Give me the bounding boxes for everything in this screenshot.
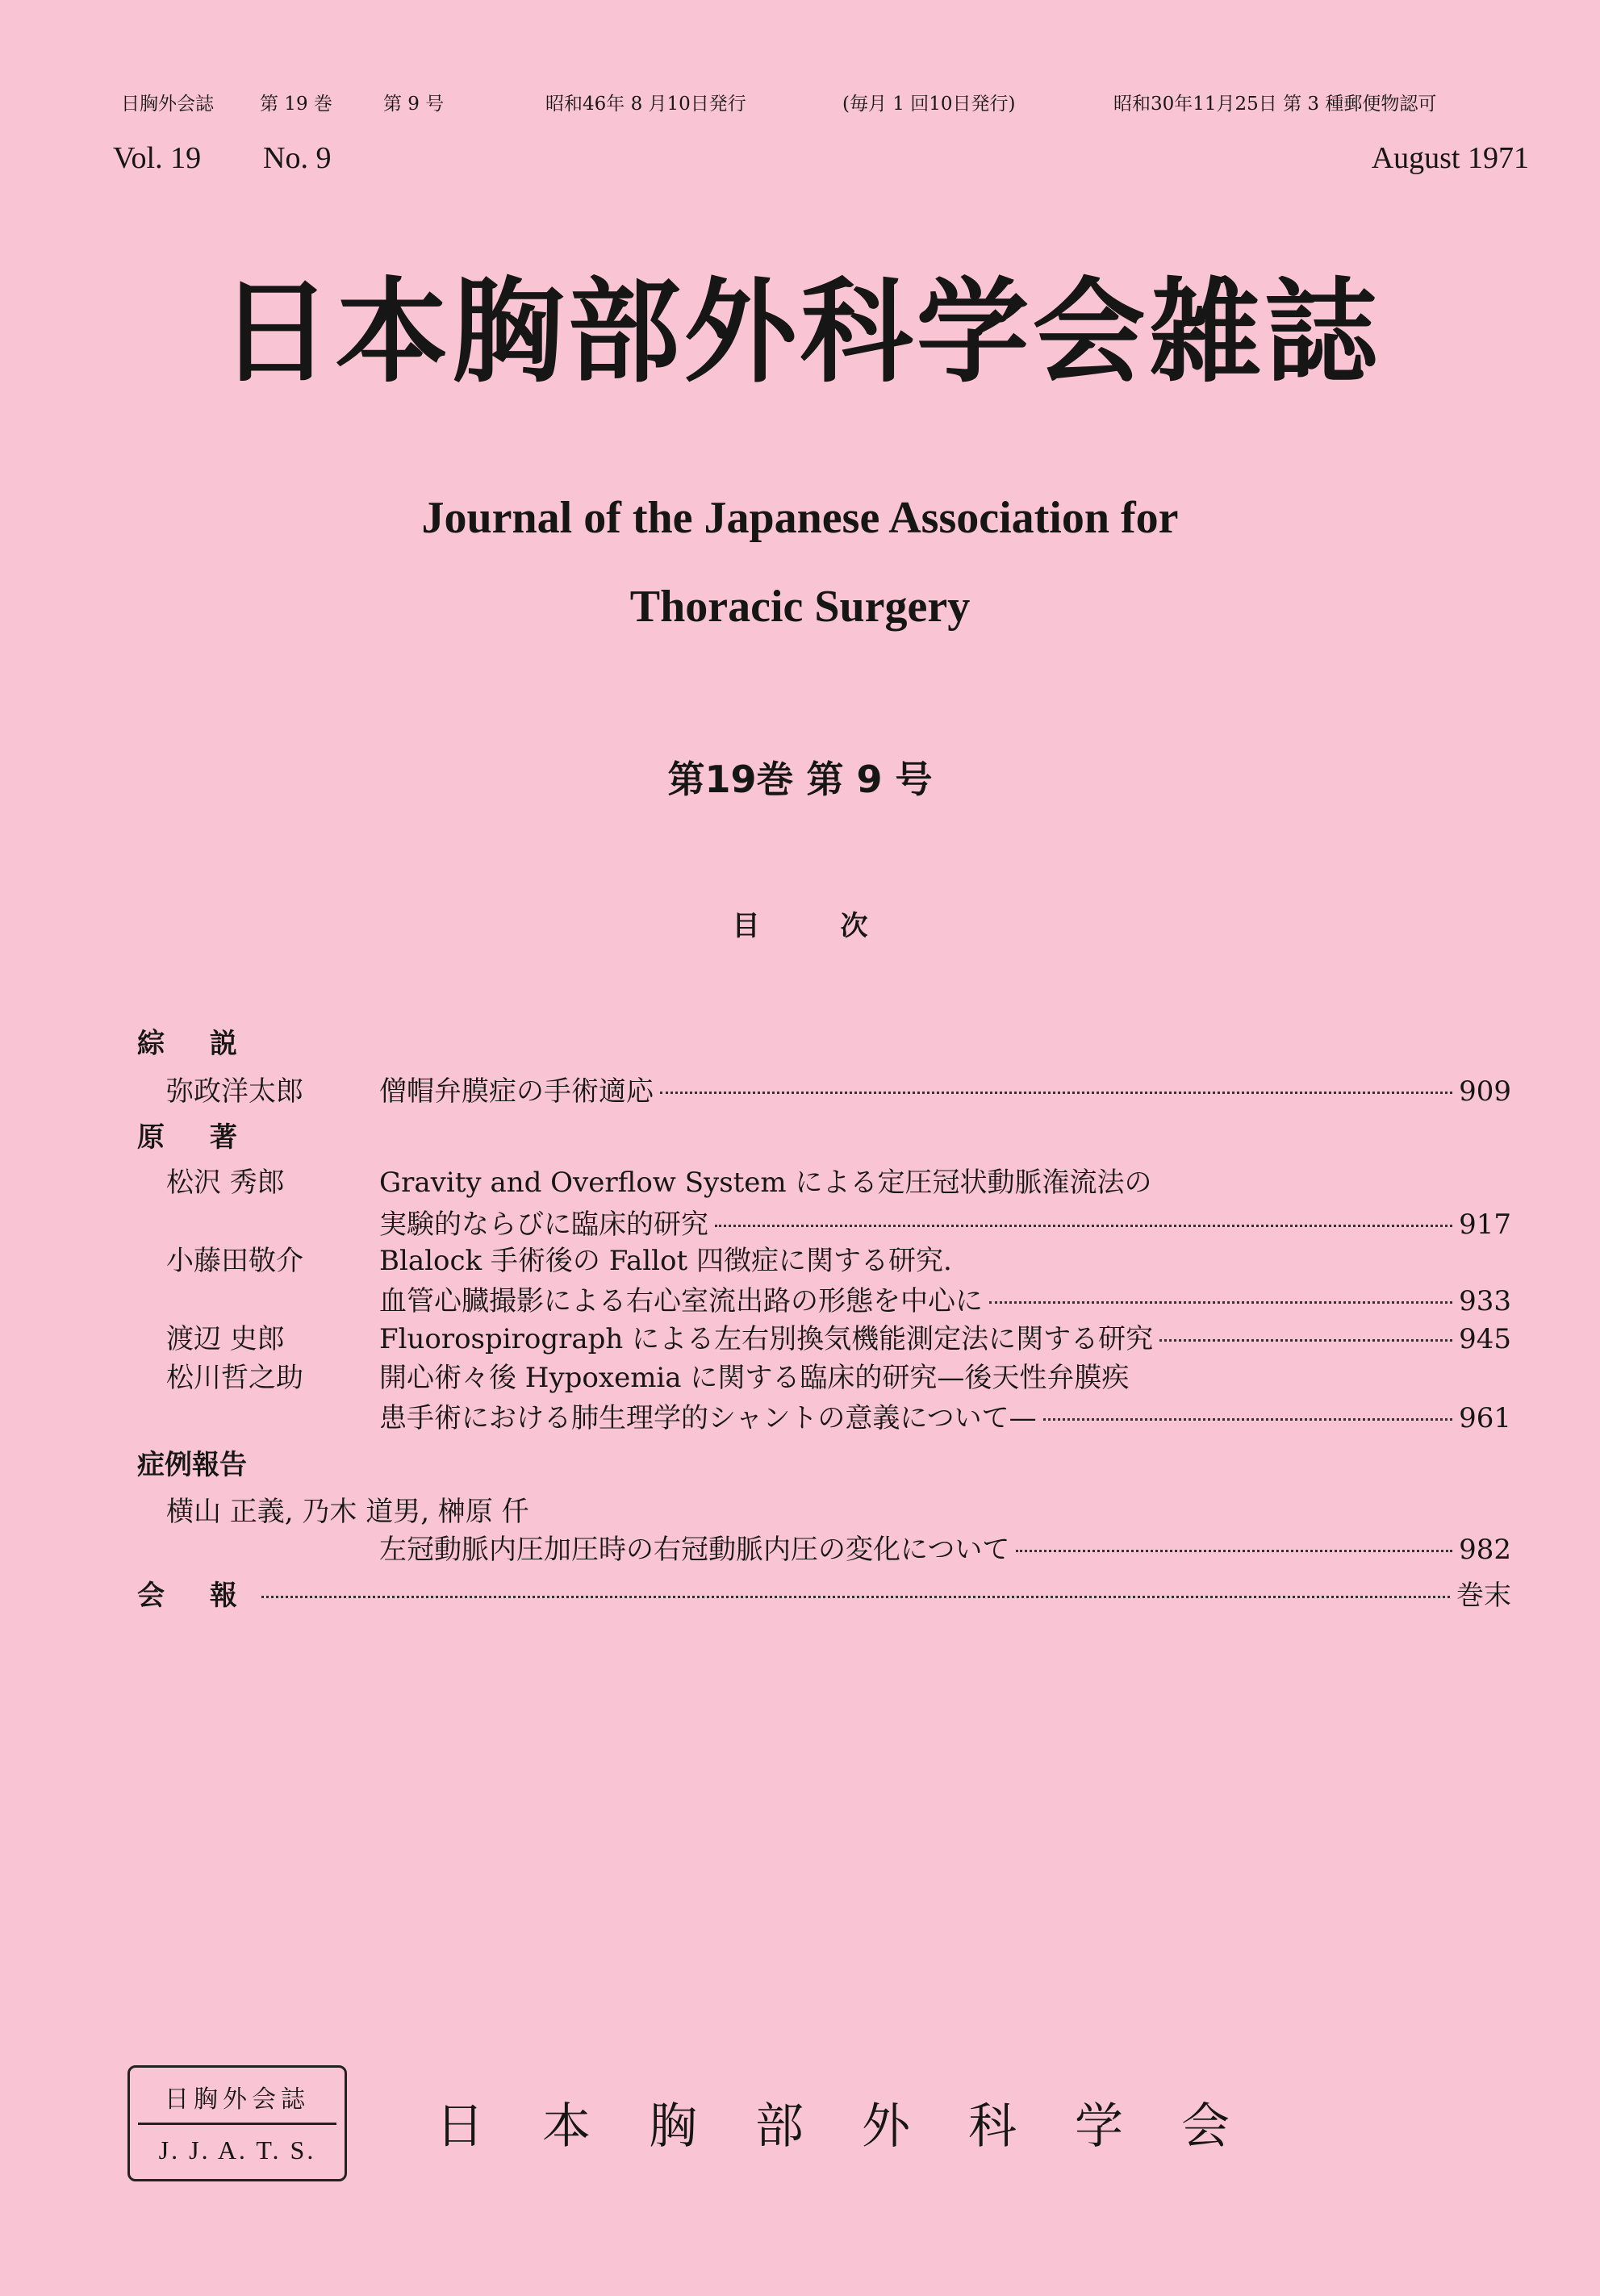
contents-heading: 目次 bbox=[732, 910, 949, 942]
toc-leader-dots bbox=[1016, 1550, 1452, 1552]
toc-entry-e2 bbox=[379, 1202, 1511, 1242]
author-e5: 松川哲之助 bbox=[166, 1362, 303, 1394]
toc-entry-e3 bbox=[379, 1279, 1511, 1318]
toc-entry-e1 bbox=[379, 1069, 1511, 1108]
toc-title-e6: 左冠動脈内圧加圧時の右冠動脈内圧の変化について bbox=[379, 1534, 1010, 1566]
toc-title-e5-line2: 患手術における肺生理学的シャントの意義について— bbox=[379, 1402, 1037, 1434]
toc-page-e4: 945 bbox=[1459, 1323, 1511, 1355]
journal-title-jp: 日本胸部外科学会雑誌 bbox=[219, 267, 1381, 399]
toc-leader-dots bbox=[1043, 1418, 1452, 1421]
toc-entry-news bbox=[137, 1573, 1511, 1613]
number-en: No. 9 bbox=[263, 141, 332, 175]
toc-leader-dots bbox=[660, 1092, 1452, 1094]
section-news: 会 報 bbox=[137, 1580, 255, 1612]
journal-title-en-line2: Thoracic Surgery bbox=[629, 582, 971, 632]
toc-entry-e6 bbox=[379, 1527, 1511, 1567]
section-case-report: 症例報告 bbox=[137, 1449, 247, 1481]
toc-page-news: 巻末 bbox=[1456, 1580, 1511, 1612]
publisher-name: 日本胸部外科学会 bbox=[436, 2098, 1288, 2155]
volume-number: 第19巻 第 9 号 bbox=[667, 758, 933, 801]
volume-jp: 第 19 巻 bbox=[260, 94, 332, 115]
toc-page-e6: 982 bbox=[1459, 1534, 1511, 1566]
toc-title-e2-line2: 実験的ならびに臨床的研究 bbox=[379, 1209, 708, 1241]
toc-title-e4: Fluorospirograph による左右別換気機能測定法に関する研究 bbox=[379, 1323, 1154, 1355]
author-e4: 渡辺 史郎 bbox=[166, 1323, 285, 1355]
volume-en: Vol. 19 bbox=[113, 141, 202, 175]
toc-page-e5: 961 bbox=[1459, 1402, 1511, 1434]
toc-title-e3-line1: Blalock 手術後の Fallot 四徴症に関する研究. bbox=[379, 1245, 952, 1277]
toc-leader-dots bbox=[261, 1596, 1450, 1598]
section-review: 綜 説 bbox=[137, 1028, 255, 1060]
toc-entry-e4 bbox=[379, 1317, 1511, 1356]
author-e1: 弥政洋太郎 bbox=[166, 1075, 303, 1108]
toc-leader-dots bbox=[715, 1225, 1452, 1227]
toc-title-e5-line1: 開心術々後 Hypoxemia に関する臨床的研究—後天性弁膜疾 bbox=[379, 1362, 1130, 1394]
toc-page-e3: 933 bbox=[1459, 1285, 1511, 1317]
logo-divider bbox=[138, 2123, 336, 2125]
logo-abbr-en: J. J. A. T. S. bbox=[158, 2135, 316, 2165]
toc-title-e1: 僧帽弁膜症の手術適応 bbox=[379, 1075, 654, 1108]
toc-leader-dots bbox=[1159, 1339, 1452, 1342]
toc-leader-dots bbox=[989, 1301, 1452, 1304]
toc-title-e3-line2: 血管心臓撮影による右心室流出路の形態を中心に bbox=[379, 1285, 983, 1317]
date-en: August 1971 bbox=[1371, 141, 1529, 175]
toc-entry-e5 bbox=[379, 1396, 1511, 1435]
toc-page-e1: 909 bbox=[1459, 1075, 1511, 1108]
author-e3: 小藤田敬介 bbox=[166, 1245, 303, 1277]
toc-page-e2: 917 bbox=[1459, 1209, 1511, 1241]
section-original: 原 著 bbox=[137, 1121, 255, 1154]
logo-abbr-jp: 日胸外会誌 bbox=[165, 2085, 310, 2114]
issue-date: 昭和46年 8 月10日発行 bbox=[545, 94, 746, 115]
journal-logo bbox=[127, 2065, 347, 2181]
author-e6: 横山 正義, 乃木 道男, 榊原 仟 bbox=[166, 1496, 529, 1528]
toc-title-e2-line1: Gravity and Overflow System による定圧冠状動脈潅流法の bbox=[379, 1167, 1152, 1199]
journal-abbreviation: 日胸外会誌 bbox=[121, 94, 214, 115]
author-e2: 松沢 秀郎 bbox=[166, 1167, 285, 1199]
publication-frequency: (毎月 1 回10日発行) bbox=[842, 94, 1016, 115]
journal-title-en-line1: Journal of the Japanese Association for bbox=[421, 493, 1179, 543]
number-jp: 第 9 号 bbox=[383, 94, 445, 115]
postal-permit: 昭和30年11月25日 第 3 種郵便物認可 bbox=[1113, 94, 1437, 115]
